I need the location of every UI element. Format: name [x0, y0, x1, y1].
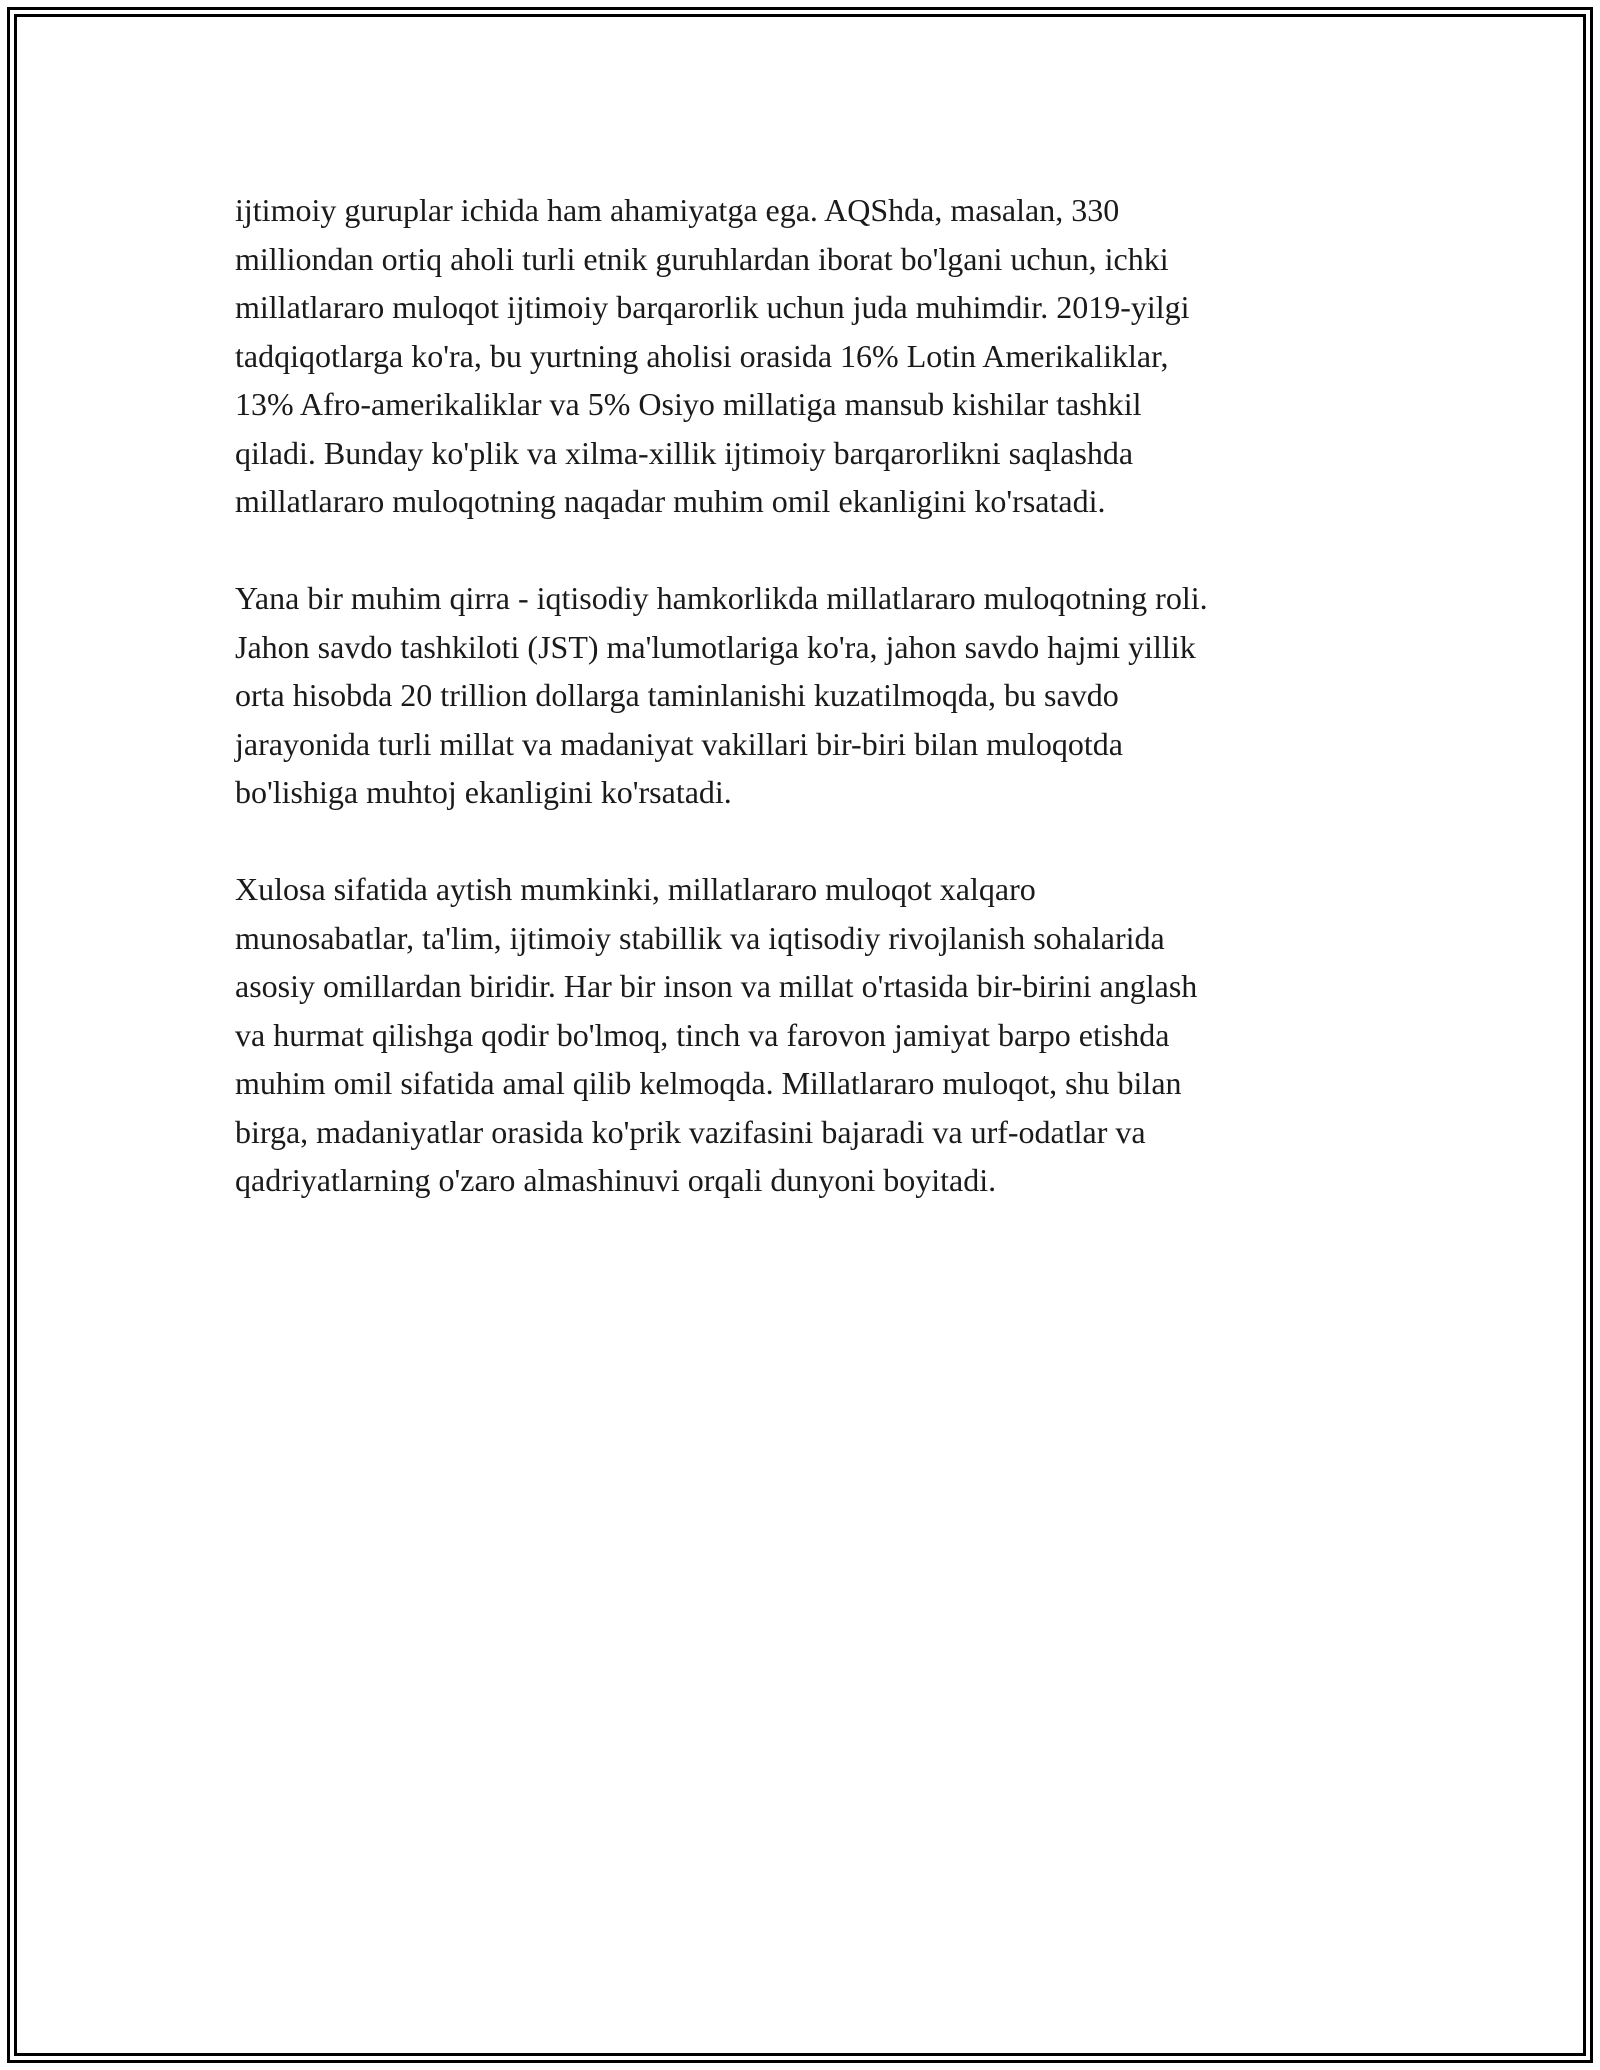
paragraph-line: orta hisobda 20 trillion dollarga taminlanishi kuzatilmoqda, bu savdo [235, 677, 1119, 713]
paragraph-line: asosiy omillardan biridir. Har bir inson va millat o'rtasida bir-birini anglash [235, 968, 1198, 1004]
paragraph-2 [235, 574, 1370, 817]
paragraph-1 [235, 186, 1370, 526]
paragraph-line: millatlararo muloqot ijtimoiy barqarorlik uchun juda muhimdir. 2019-yilgi [235, 289, 1190, 325]
paragraph-line: bo'lishiga muhtoj ekanligini ko'rsatadi. [235, 774, 732, 810]
paragraph-3 [235, 865, 1370, 1205]
paragraph-line: munosabatlar, ta'lim, ijtimoiy stabillik va iqtisodiy rivojlanish sohalarida [235, 919, 1165, 956]
paragraph-line: milliondan ortiq aholi turli etnik guruhlardan iborat bo'lgani uchun, ichki [235, 240, 1169, 277]
paragraph-line: Yana bir muhim qirra - iqtisodiy hamkorlikda millatlararo muloqotning roli. [235, 580, 1208, 616]
paragraph-line: muhim omil sifatida amal qilib kelmoqda. Millatlararo muloqot, shu bilan [235, 1065, 1182, 1101]
document-body [235, 186, 1370, 1253]
paragraph-line: millatlararo muloqotning naqadar muhim omil ekanligini ko'rsatadi. [235, 483, 1106, 519]
paragraph-line: 13% Afro-amerikaliklar va 5% Osiyo millatiga mansub kishilar tashkil [235, 386, 1142, 422]
paragraph-line: ijtimoiy guruplar ichida ham ahamiyatga ega. AQShda, masalan, 330 [235, 192, 1120, 228]
paragraph-line: tadqiqotlarga ko'ra, bu yurtning aholisi orasida 16% Lotin Amerikaliklar, [235, 337, 1169, 374]
paragraph-line: Jahon savdo tashkiloti (JST) ma'lumotlariga ko'ra, jahon savdo hajmi yillik [235, 628, 1196, 665]
paragraph-line: birga, madaniyatlar orasida ko'prik vazifasini bajaradi va urf-odatlar va [235, 1113, 1146, 1150]
paragraph-line: va hurmat qilishga qodir bo'lmoq, tinch va farovon jamiyat barpo etishda [235, 1016, 1170, 1053]
paragraph-line: jarayonida turli millat va madaniyat vakillari bir-biri bilan muloqotda [235, 725, 1123, 762]
paragraph-line: qiladi. Bunday ko'plik va xilma-xillik ijtimoiy barqarorlikni saqlashda [235, 434, 1134, 471]
paragraph-line: Xulosa sifatida aytish mumkinki, millatlararo muloqot xalqaro [235, 871, 1036, 907]
paragraph-line: qadriyatlarning o'zaro almashinuvi orqali dunyoni boyitadi. [235, 1162, 997, 1198]
